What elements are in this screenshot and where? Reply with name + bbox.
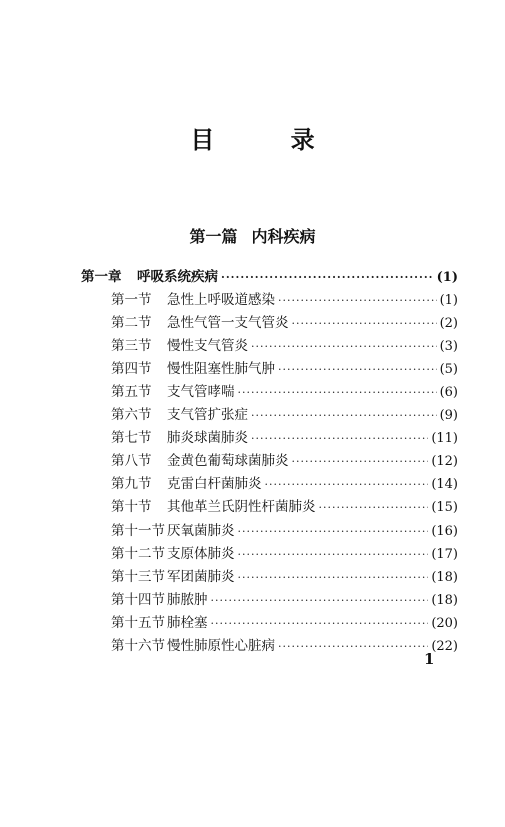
toc-section-row — [111, 381, 458, 404]
toc-entry-title: 慢性阻塞性肺气肿 — [167, 361, 275, 377]
toc-entry-number: 第四节 — [111, 361, 152, 377]
toc-entry-title: 急性上呼吸道感染 — [167, 292, 275, 308]
toc-entry-title: 肺栓塞 — [167, 615, 208, 631]
toc-entry-page: (2) — [439, 316, 458, 331]
toc-entry-page: (11) — [431, 431, 458, 446]
toc-entry-title: 克雷白杆菌肺炎 — [167, 476, 262, 492]
toc-entry-title: 慢性支气管炎 — [167, 338, 248, 354]
toc-section-row — [111, 358, 458, 381]
toc-entry-page: (18) — [431, 570, 458, 585]
dot-leader — [278, 290, 437, 312]
toc-section-row — [111, 404, 458, 427]
toc-entry-number: 第十三节 — [111, 569, 165, 585]
toc-entry-title: 肺脓肿 — [167, 592, 208, 608]
page-number: 1 — [424, 650, 435, 668]
dot-leader — [251, 428, 428, 450]
part-number: 第一篇 — [189, 227, 238, 246]
toc-section-row — [111, 450, 458, 473]
toc-entry-title: 厌氧菌肺炎 — [167, 523, 235, 539]
toc-section-row — [111, 427, 458, 450]
toc-entry-number: 第十四节 — [111, 592, 165, 608]
toc-section-row — [111, 589, 458, 612]
dot-leader — [238, 382, 437, 404]
dot-leader — [238, 567, 429, 589]
toc-entry-page: (6) — [439, 385, 458, 400]
toc-entry-page: (1) — [439, 293, 458, 308]
toc-section-row — [111, 612, 458, 635]
toc-entry-number: 第一章 — [81, 269, 122, 285]
toc-entry-number: 第六节 — [111, 407, 152, 423]
toc-entry-page: (20) — [431, 616, 458, 631]
toc-entry-number: 第二节 — [111, 315, 152, 331]
toc-section-row — [111, 312, 458, 335]
toc-entry-page: (18) — [431, 593, 458, 608]
toc-entry-page: (15) — [431, 500, 458, 515]
toc-entry-number: 第八节 — [111, 453, 152, 469]
toc-entry-page: (5) — [439, 362, 458, 377]
toc-entry-number: 第十六节 — [111, 638, 165, 654]
dot-leader — [238, 544, 429, 566]
dot-leader — [238, 521, 429, 543]
toc-entry-page: (1) — [436, 270, 458, 285]
toc-chapter-row — [81, 266, 458, 289]
toc-entry-number: 第十节 — [111, 499, 152, 515]
toc-entry-page: (14) — [431, 477, 458, 492]
toc-entry-number: 第十二节 — [111, 546, 165, 562]
toc-entry-title: 支原体肺炎 — [167, 546, 235, 562]
toc-entry-page: (3) — [439, 339, 458, 354]
part-heading — [0, 225, 505, 249]
page-title: 目 录 — [190, 125, 349, 154]
toc-section-row — [111, 289, 458, 312]
toc-entry-title: 肺炎球菌肺炎 — [167, 430, 248, 446]
dot-leader — [251, 405, 437, 427]
toc-section-row — [111, 543, 458, 566]
toc-entry-page: (12) — [431, 454, 458, 469]
toc-entry-number: 第三节 — [111, 338, 152, 354]
dot-leader — [211, 590, 429, 612]
dot-leader — [211, 613, 429, 635]
dot-leader — [278, 636, 428, 658]
toc-entry-title: 呼吸系统疾病 — [137, 269, 218, 285]
toc-section-row — [111, 520, 458, 543]
toc-entry-number: 第十五节 — [111, 615, 165, 631]
toc-section-row — [111, 566, 458, 589]
toc-section-row — [111, 635, 458, 658]
toc-entry-title: 支气管哮喘 — [167, 384, 235, 400]
toc-entry-title: 其他革兰氏阴性杆菌肺炎 — [167, 499, 316, 515]
toc-entry-title: 金黄色葡萄球菌肺炎 — [167, 453, 289, 469]
toc-entry-number: 第九节 — [111, 476, 152, 492]
dot-leader — [265, 474, 429, 496]
toc-entry-title: 支气管扩张症 — [167, 407, 248, 423]
toc-entry-number: 第十一节 — [111, 523, 165, 539]
dot-leader — [319, 497, 429, 519]
toc-entry-page: (16) — [431, 524, 458, 539]
dot-leader — [278, 359, 437, 381]
dot-leader — [221, 267, 434, 289]
toc-section-row — [111, 473, 458, 496]
part-name: 内科疾病 — [251, 227, 316, 246]
toc-entry-number: 第七节 — [111, 430, 152, 446]
toc-entry-title: 军团菌肺炎 — [167, 569, 235, 585]
toc-entry-page: (17) — [431, 547, 458, 562]
toc-section-row — [111, 335, 458, 358]
toc-entry-number: 第五节 — [111, 384, 152, 400]
dot-leader — [292, 313, 437, 335]
dot-leader — [292, 451, 429, 473]
toc-section-row — [111, 496, 458, 519]
toc-entry-page: (9) — [439, 408, 458, 423]
toc-entry-title: 慢性肺原性心脏病 — [167, 638, 275, 654]
toc-entry-page: (22) — [431, 639, 458, 654]
dot-leader — [251, 336, 437, 358]
toc-entry-number: 第一节 — [111, 292, 152, 308]
toc-entry-title: 急性气管一支气管炎 — [167, 315, 289, 331]
